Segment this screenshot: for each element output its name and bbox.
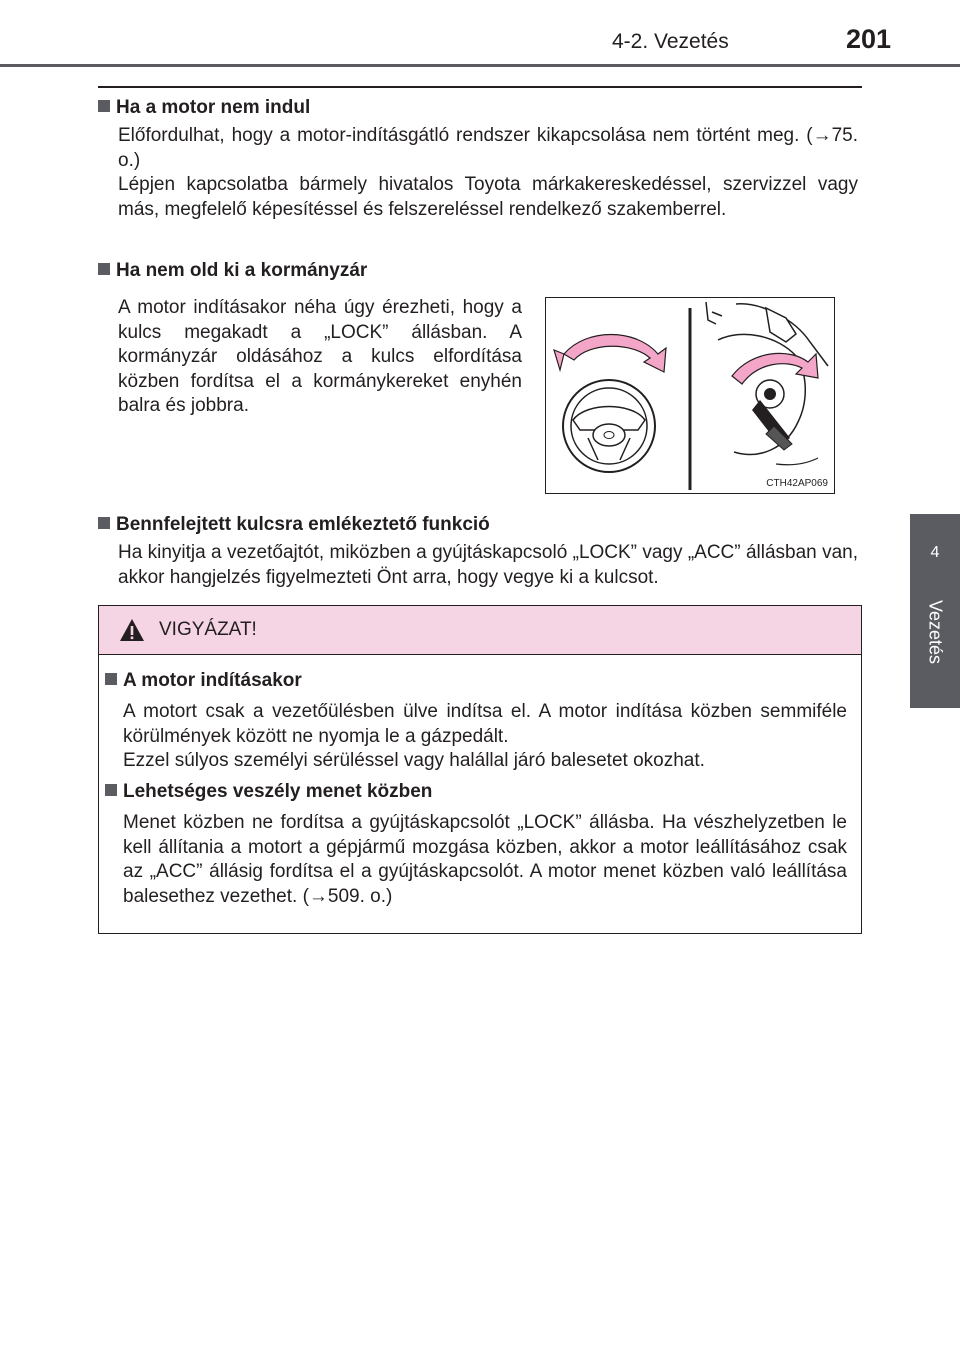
section-heading-key-reminder: Bennfelejtett kulcsra emlékeztető funkció (98, 514, 490, 536)
steering-wheel-key-icon (546, 298, 833, 492)
content-top-rule (98, 86, 862, 88)
caution-box (98, 605, 862, 934)
bullet-square-icon (98, 100, 110, 112)
bullet-square-icon (98, 517, 110, 529)
steering-key-illustration (545, 297, 835, 494)
paragraph: Menet közben ne fordítsa a gyújtáskapcsolót „LOCK” állásba. Ha vészhelyzetben le kell állítania a motort a gépjármű mozgása közben, akkor a motor leállításához csak az „ACC” állásig fordítsa el a gyújtáskapcsolót. A motor menet közben való leállítása balesethez vezethet. (→509. o.) (123, 812, 847, 907)
caution-heading-driving-danger: Lehetséges veszély menet közben (105, 781, 432, 803)
paragraph: Előfordulhat, hogy a motor-indításgátló rendszer kikapcsolása nem történt meg. (→75. o.) (118, 125, 858, 171)
paragraph: A motort csak a vezetőülésben ülve indítsa el. A motor indítása közben semmiféle körülmények között ne nyomja le a gázpedált. (123, 701, 847, 747)
paragraph: Ha kinyitja a vezetőajtót, miközben a gyújtáskapcsoló „LOCK” vagy „ACC” állásban van, akkor hangjelzés figyelmezteti Önt arra, hogy vegye ki a kulcsot. (118, 542, 858, 588)
section-body-key-reminder (118, 541, 858, 590)
section-body-steering-lock (118, 296, 522, 419)
caution-body-driving-danger (123, 811, 847, 909)
warning-icon (119, 618, 145, 642)
section-heading-steering-lock: Ha nem old ki a kormányzár (98, 260, 367, 282)
figure-code: CTH42AP069 (766, 478, 828, 489)
header-rule (0, 64, 960, 67)
section-body-engine-not-start (118, 124, 858, 222)
chapter-tab-number: 4 (930, 544, 940, 561)
paragraph: A motor indításakor néha úgy érezheti, hogy a kulcs megakadt a „LOCK” állásban. A kormányzár oldásához a kulcs elfordítása közben fordítsa el a kormánykereket enyhén balra és jobbra. (118, 297, 522, 416)
bullet-square-icon (105, 784, 117, 796)
header-section-title: 4-2. Vezetés (612, 30, 729, 53)
caution-header (99, 606, 861, 655)
paragraph: Ezzel súlyos személyi sérüléssel vagy halállal járó balesetet okozhat. (123, 750, 705, 771)
chapter-tab-label: Vezetés (925, 599, 946, 665)
paragraph: Lépjen kapcsolatba bármely hivatalos Toyota márkakereskedéssel, szervizzel vagy más, megfelelő képesítéssel és felszereléssel rendelkező szakemberrel. (118, 174, 858, 220)
bullet-square-icon (105, 673, 117, 685)
bullet-square-icon (98, 263, 110, 275)
caution-heading-engine-start: A motor indításakor (105, 670, 302, 692)
caution-title: VIGYÁZAT! (159, 619, 257, 640)
page-number: 201 (846, 24, 892, 54)
section-heading-engine-not-start: Ha a motor nem indul (98, 97, 310, 119)
chapter-tab-label-wrap (910, 562, 960, 702)
caution-body-engine-start (123, 700, 847, 774)
